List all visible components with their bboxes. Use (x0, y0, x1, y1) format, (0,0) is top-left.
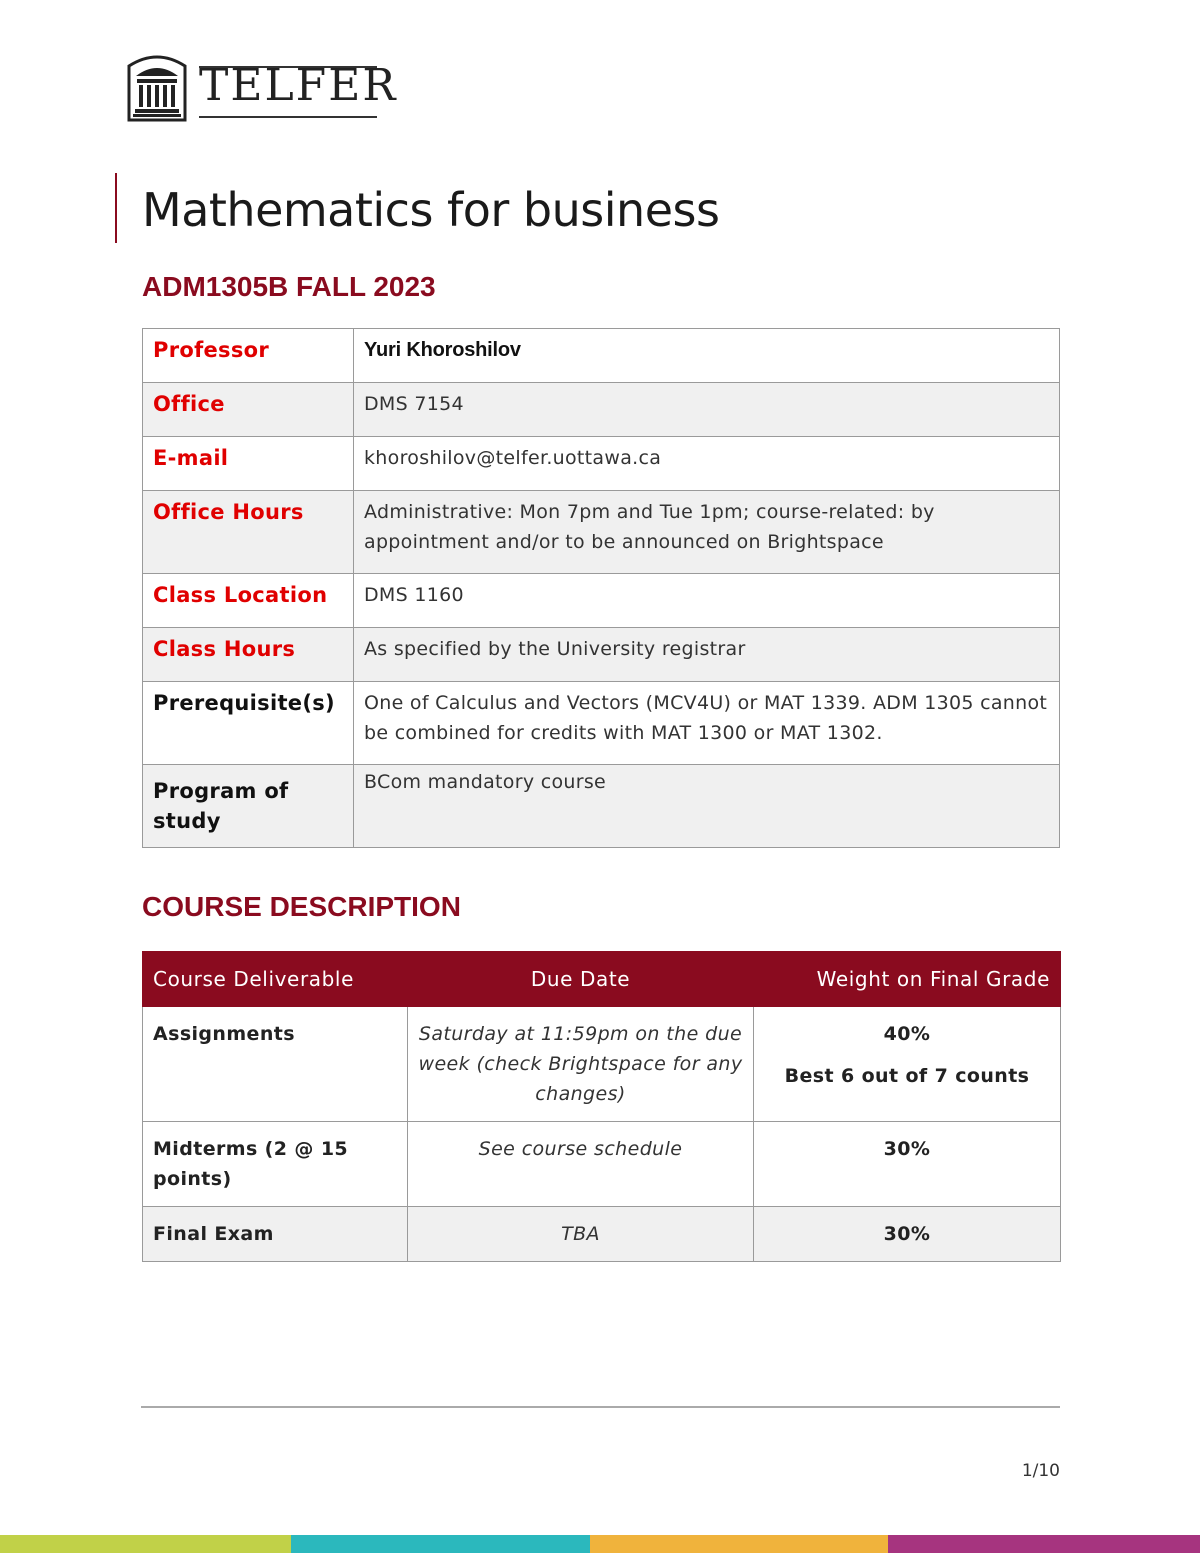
weight-cell (754, 1007, 1061, 1122)
title-accent-bar (115, 173, 117, 243)
grades-table (142, 951, 1061, 1262)
info-label: Class Hours (143, 628, 354, 682)
due-date: TBA (408, 1207, 754, 1262)
table-row (143, 1207, 1061, 1262)
weight-value: 30% (754, 1207, 1061, 1262)
weight-value: 40% (883, 1023, 931, 1045)
table-row (143, 1122, 1061, 1207)
info-row-professor (143, 329, 1060, 383)
footer-divider (141, 1406, 1060, 1408)
footer-stripe-orange (590, 1535, 888, 1553)
footer-stripe-purple (888, 1535, 1200, 1553)
deliverable-name: Midterms (2 @ 15 points) (143, 1122, 408, 1207)
deliverable-name: Assignments (143, 1007, 408, 1122)
due-date: Saturday at 11:59pm on the due week (check Brightspace for any changes) (408, 1007, 754, 1122)
info-row-office-hours (143, 491, 1060, 574)
document-title: Mathematics for business (142, 183, 720, 237)
course-description-heading: COURSE DESCRIPTION (142, 891, 461, 922)
info-label: E-mail (143, 437, 354, 491)
due-date: See course schedule (408, 1122, 754, 1207)
professor-name: Yuri Khoroshilov (354, 329, 1060, 383)
deliverable-name: Final Exam (143, 1207, 408, 1262)
info-label: Program of study (143, 765, 354, 848)
footer-stripe-teal (291, 1535, 590, 1553)
info-row-class-location (143, 574, 1060, 628)
logo-wordmark: TELFER (199, 60, 398, 111)
weight-note: Best 6 out of 7 counts (784, 1065, 1030, 1087)
info-label: Prerequisite(s) (143, 682, 354, 765)
info-value: One of Calculus and Vectors (MCV4U) or MAT 1339. ADM 1305 cannot be combined for credits with MAT 1300 or MAT 1302. (354, 682, 1060, 765)
info-label: Office (143, 383, 354, 437)
info-row-program (143, 765, 1060, 848)
header-due-date: Due Date (408, 952, 754, 1007)
info-label: Class Location (143, 574, 354, 628)
info-value: Administrative: Mon 7pm and Tue 1pm; course-related: by appointment and/or to be announced on Brightspace (354, 491, 1060, 574)
info-value: DMS 1160 (354, 574, 1060, 628)
course-info-table (142, 328, 1060, 848)
footer-stripe-green (0, 1535, 291, 1553)
grades-header-row (143, 952, 1061, 1007)
info-row-email (143, 437, 1060, 491)
header-deliverable: Course Deliverable (143, 952, 408, 1007)
table-row (143, 1007, 1061, 1122)
info-row-class-hours (143, 628, 1060, 682)
header-weight: Weight on Final Grade (754, 952, 1061, 1007)
info-value: BCom mandatory course (354, 765, 1060, 848)
info-row-office (143, 383, 1060, 437)
info-value: DMS 7154 (354, 383, 1060, 437)
weight-value: 30% (754, 1122, 1061, 1207)
logo-rule-bottom (199, 116, 377, 118)
page-number: 1/10 (1021, 1461, 1060, 1481)
course-code-heading: ADM1305B FALL 2023 (142, 271, 436, 302)
info-label: Professor (143, 329, 354, 383)
info-row-prerequisites (143, 682, 1060, 765)
email-value: khoroshilov@telfer.uottawa.ca (354, 437, 1060, 491)
info-label: Office Hours (143, 491, 354, 574)
info-value: As specified by the University registrar (354, 628, 1060, 682)
